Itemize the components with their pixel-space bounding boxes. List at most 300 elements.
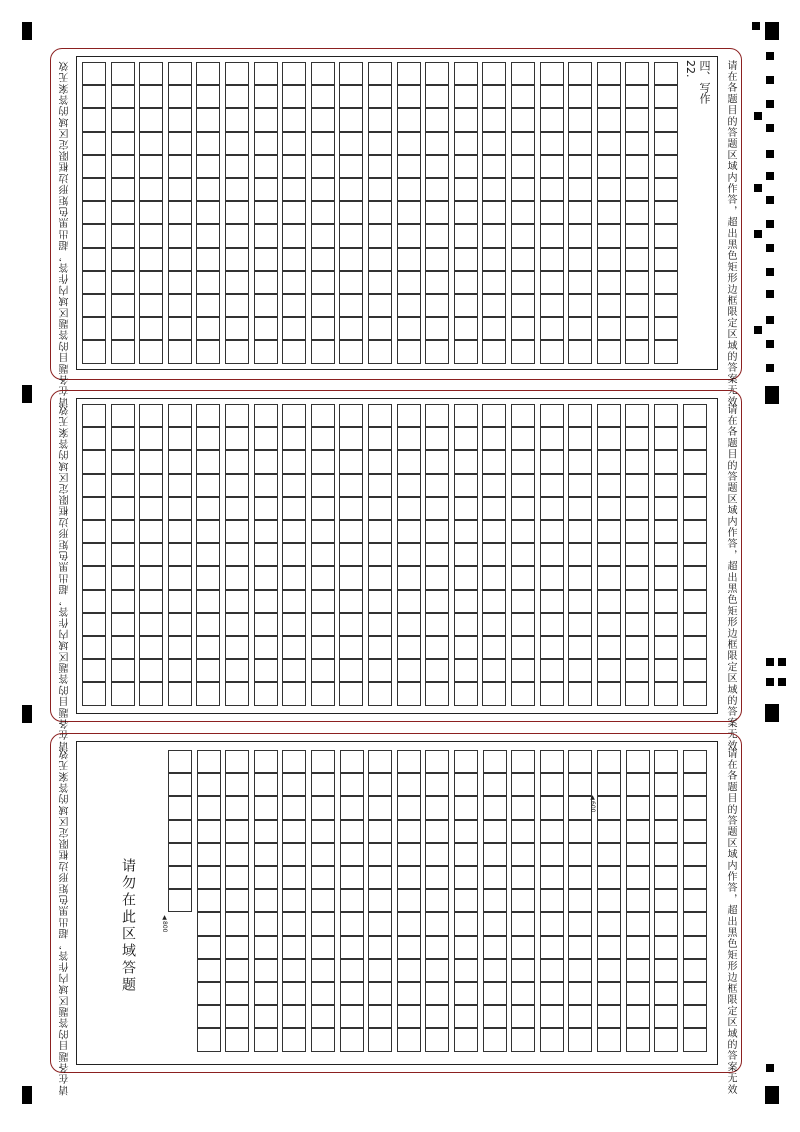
writing-cell[interactable] <box>397 1005 421 1028</box>
writing-cell[interactable] <box>311 912 335 936</box>
writing-cell[interactable] <box>196 659 220 682</box>
writing-cell[interactable] <box>511 108 535 132</box>
writing-cell[interactable] <box>254 108 278 132</box>
writing-cell[interactable] <box>254 178 278 201</box>
writing-cell[interactable] <box>540 224 564 248</box>
writing-cell[interactable] <box>568 520 592 543</box>
writing-cell[interactable] <box>454 982 478 1005</box>
writing-cell[interactable] <box>597 1005 621 1028</box>
writing-cell[interactable] <box>597 636 621 659</box>
writing-cell[interactable] <box>225 820 249 843</box>
writing-cell[interactable] <box>482 543 506 566</box>
writing-cell[interactable] <box>225 520 249 543</box>
writing-cell[interactable] <box>454 450 478 474</box>
writing-cell[interactable] <box>254 62 278 85</box>
writing-cell[interactable] <box>511 682 535 706</box>
writing-cell[interactable] <box>339 450 363 474</box>
writing-cell[interactable] <box>483 1028 507 1052</box>
writing-cell[interactable] <box>254 659 278 682</box>
writing-cell[interactable] <box>339 224 363 248</box>
writing-cell[interactable] <box>254 427 278 450</box>
writing-cell[interactable] <box>225 62 249 85</box>
writing-cell[interactable] <box>196 474 220 497</box>
writing-cell[interactable] <box>454 271 478 294</box>
writing-cell[interactable] <box>282 959 306 982</box>
writing-cell[interactable] <box>597 108 621 132</box>
writing-cell[interactable] <box>225 843 249 866</box>
writing-cell[interactable] <box>568 982 592 1005</box>
writing-cell[interactable] <box>511 936 535 959</box>
writing-cell[interactable] <box>311 1028 335 1052</box>
writing-cell[interactable] <box>625 340 649 364</box>
writing-cell[interactable] <box>568 132 592 155</box>
writing-cell[interactable] <box>683 613 707 636</box>
writing-cell[interactable] <box>654 427 678 450</box>
writing-cell[interactable] <box>254 404 278 427</box>
writing-cell[interactable] <box>368 178 392 201</box>
writing-cell[interactable] <box>625 108 649 132</box>
writing-cell[interactable] <box>683 843 707 866</box>
writing-cell[interactable] <box>425 294 449 317</box>
writing-cell[interactable] <box>254 843 278 866</box>
writing-cell[interactable] <box>454 543 478 566</box>
writing-cell[interactable] <box>225 889 249 912</box>
writing-cell[interactable] <box>111 659 135 682</box>
writing-cell[interactable] <box>397 566 421 590</box>
writing-cell[interactable] <box>111 178 135 201</box>
writing-cell[interactable] <box>511 62 535 85</box>
writing-cell[interactable] <box>540 959 564 982</box>
writing-cell[interactable] <box>397 912 421 936</box>
writing-cell[interactable] <box>282 108 306 132</box>
writing-cell[interactable] <box>425 317 449 340</box>
writing-cell[interactable] <box>540 889 564 912</box>
writing-cell[interactable] <box>511 248 535 271</box>
writing-cell[interactable] <box>626 1028 650 1052</box>
writing-cell[interactable] <box>225 155 249 178</box>
writing-cell[interactable] <box>168 866 192 889</box>
writing-cell[interactable] <box>511 224 535 248</box>
writing-cell[interactable] <box>139 317 163 340</box>
writing-cell[interactable] <box>168 450 192 474</box>
writing-cell[interactable] <box>368 1028 392 1052</box>
writing-cell[interactable] <box>482 450 506 474</box>
writing-cell[interactable] <box>597 936 621 959</box>
writing-cell[interactable] <box>425 340 449 364</box>
writing-cell[interactable] <box>139 201 163 224</box>
writing-cell[interactable] <box>654 85 678 108</box>
writing-cell[interactable] <box>397 543 421 566</box>
writing-cell[interactable] <box>254 85 278 108</box>
writing-cell[interactable] <box>82 590 106 613</box>
writing-cell[interactable] <box>225 340 249 364</box>
writing-cell[interactable] <box>511 294 535 317</box>
writing-cell[interactable] <box>568 936 592 959</box>
writing-cell[interactable] <box>511 317 535 340</box>
writing-cell[interactable] <box>311 178 335 201</box>
writing-cell[interactable] <box>540 520 564 543</box>
writing-cell[interactable] <box>568 590 592 613</box>
writing-cell[interactable] <box>397 132 421 155</box>
writing-cell[interactable] <box>282 450 306 474</box>
writing-cell[interactable] <box>425 912 449 936</box>
writing-cell[interactable] <box>111 543 135 566</box>
writing-cell[interactable] <box>82 248 106 271</box>
writing-cell[interactable] <box>196 450 220 474</box>
writing-cell[interactable] <box>425 659 449 682</box>
writing-cell[interactable] <box>397 427 421 450</box>
writing-cell[interactable] <box>168 224 192 248</box>
writing-cell[interactable] <box>654 750 678 773</box>
writing-cell[interactable] <box>311 613 335 636</box>
writing-cell[interactable] <box>225 866 249 889</box>
writing-cell[interactable] <box>511 340 535 364</box>
writing-cell[interactable] <box>654 773 678 796</box>
writing-cell[interactable] <box>597 866 621 889</box>
writing-cell[interactable] <box>196 271 220 294</box>
writing-cell[interactable] <box>196 155 220 178</box>
writing-cell[interactable] <box>568 659 592 682</box>
writing-cell[interactable] <box>625 85 649 108</box>
writing-cell[interactable] <box>368 520 392 543</box>
writing-cell[interactable] <box>454 178 478 201</box>
writing-cell[interactable] <box>654 248 678 271</box>
writing-cell[interactable] <box>225 796 249 820</box>
writing-cell[interactable] <box>282 404 306 427</box>
writing-cell[interactable] <box>225 271 249 294</box>
writing-cell[interactable] <box>568 108 592 132</box>
writing-cell[interactable] <box>397 340 421 364</box>
writing-cell[interactable] <box>482 340 506 364</box>
writing-cell[interactable] <box>254 796 278 820</box>
writing-cell[interactable] <box>311 474 335 497</box>
writing-cell[interactable] <box>339 590 363 613</box>
writing-cell[interactable] <box>482 224 506 248</box>
writing-cell[interactable] <box>482 520 506 543</box>
writing-cell[interactable] <box>568 178 592 201</box>
writing-cell[interactable] <box>339 294 363 317</box>
writing-cell[interactable] <box>225 427 249 450</box>
writing-cell[interactable] <box>454 936 478 959</box>
writing-cell[interactable] <box>597 750 621 773</box>
writing-cell[interactable] <box>654 912 678 936</box>
writing-cell[interactable] <box>368 317 392 340</box>
writing-cell[interactable] <box>168 271 192 294</box>
writing-cell[interactable] <box>483 936 507 959</box>
writing-cell[interactable] <box>111 450 135 474</box>
writing-cell[interactable] <box>425 889 449 912</box>
writing-cell[interactable] <box>282 1028 306 1052</box>
writing-cell[interactable] <box>454 820 478 843</box>
writing-cell[interactable] <box>82 659 106 682</box>
writing-cell[interactable] <box>568 750 592 773</box>
writing-cell[interactable] <box>568 294 592 317</box>
writing-cell[interactable] <box>425 1028 449 1052</box>
writing-cell[interactable] <box>625 636 649 659</box>
writing-cell[interactable] <box>311 566 335 590</box>
writing-cell[interactable] <box>540 85 564 108</box>
writing-cell[interactable] <box>168 773 192 796</box>
writing-cell[interactable] <box>425 936 449 959</box>
writing-cell[interactable] <box>368 224 392 248</box>
writing-cell[interactable] <box>254 132 278 155</box>
writing-cell[interactable] <box>339 682 363 706</box>
writing-cell[interactable] <box>168 590 192 613</box>
writing-cell[interactable] <box>368 613 392 636</box>
writing-cell[interactable] <box>425 201 449 224</box>
writing-cell[interactable] <box>340 1028 364 1052</box>
writing-cell[interactable] <box>368 773 392 796</box>
writing-cell[interactable] <box>254 1005 278 1028</box>
writing-cell[interactable] <box>597 340 621 364</box>
writing-cell[interactable] <box>540 820 564 843</box>
writing-cell[interactable] <box>454 959 478 982</box>
writing-cell[interactable] <box>454 843 478 866</box>
writing-cell[interactable] <box>425 224 449 248</box>
writing-cell[interactable] <box>197 889 221 912</box>
writing-cell[interactable] <box>626 843 650 866</box>
writing-cell[interactable] <box>311 450 335 474</box>
writing-cell[interactable] <box>225 590 249 613</box>
writing-cell[interactable] <box>282 294 306 317</box>
writing-cell[interactable] <box>454 773 478 796</box>
writing-cell[interactable] <box>482 155 506 178</box>
writing-cell[interactable] <box>654 271 678 294</box>
writing-cell[interactable] <box>654 820 678 843</box>
writing-cell[interactable] <box>597 843 621 866</box>
writing-cell[interactable] <box>311 248 335 271</box>
writing-cell[interactable] <box>654 108 678 132</box>
writing-cell[interactable] <box>168 317 192 340</box>
writing-cell[interactable] <box>454 340 478 364</box>
writing-cell[interactable] <box>197 1005 221 1028</box>
writing-cell[interactable] <box>511 866 535 889</box>
writing-cell[interactable] <box>282 982 306 1005</box>
writing-cell[interactable] <box>482 590 506 613</box>
writing-cell[interactable] <box>225 912 249 936</box>
writing-cell[interactable] <box>454 404 478 427</box>
writing-cell[interactable] <box>254 271 278 294</box>
writing-cell[interactable] <box>282 1005 306 1028</box>
writing-cell[interactable] <box>625 659 649 682</box>
writing-cell[interactable] <box>454 155 478 178</box>
writing-cell[interactable] <box>597 1028 621 1052</box>
writing-cell[interactable] <box>511 750 535 773</box>
writing-cell[interactable] <box>254 959 278 982</box>
writing-cell[interactable] <box>397 497 421 520</box>
writing-cell[interactable] <box>254 224 278 248</box>
writing-cell[interactable] <box>540 132 564 155</box>
writing-cell[interactable] <box>654 682 678 706</box>
writing-cell[interactable] <box>311 796 335 820</box>
writing-cell[interactable] <box>168 636 192 659</box>
writing-cell[interactable] <box>483 796 507 820</box>
writing-cell[interactable] <box>111 520 135 543</box>
writing-cell[interactable] <box>397 404 421 427</box>
writing-cell[interactable] <box>111 340 135 364</box>
writing-cell[interactable] <box>311 1005 335 1028</box>
writing-cell[interactable] <box>254 450 278 474</box>
writing-cell[interactable] <box>625 566 649 590</box>
writing-cell[interactable] <box>111 85 135 108</box>
writing-cell[interactable] <box>397 636 421 659</box>
writing-cell[interactable] <box>311 543 335 566</box>
writing-cell[interactable] <box>425 178 449 201</box>
writing-cell[interactable] <box>139 248 163 271</box>
writing-cell[interactable] <box>511 982 535 1005</box>
writing-cell[interactable] <box>254 750 278 773</box>
writing-cell[interactable] <box>196 62 220 85</box>
writing-cell[interactable] <box>168 497 192 520</box>
writing-cell[interactable] <box>626 982 650 1005</box>
writing-cell[interactable] <box>683 636 707 659</box>
writing-cell[interactable] <box>454 224 478 248</box>
writing-cell[interactable] <box>482 613 506 636</box>
writing-cell[interactable] <box>82 497 106 520</box>
writing-cell[interactable] <box>540 340 564 364</box>
writing-cell[interactable] <box>139 682 163 706</box>
writing-cell[interactable] <box>282 613 306 636</box>
writing-cell[interactable] <box>454 590 478 613</box>
writing-cell[interactable] <box>511 1028 535 1052</box>
writing-cell[interactable] <box>368 843 392 866</box>
writing-cell[interactable] <box>168 750 192 773</box>
writing-cell[interactable] <box>168 85 192 108</box>
writing-cell[interactable] <box>311 936 335 959</box>
writing-cell[interactable] <box>568 62 592 85</box>
writing-cell[interactable] <box>625 404 649 427</box>
writing-cell[interactable] <box>597 132 621 155</box>
writing-cell[interactable] <box>139 497 163 520</box>
writing-cell[interactable] <box>483 773 507 796</box>
writing-cell[interactable] <box>225 636 249 659</box>
writing-cell[interactable] <box>597 912 621 936</box>
writing-cell[interactable] <box>683 796 707 820</box>
writing-cell[interactable] <box>82 404 106 427</box>
writing-cell[interactable] <box>196 340 220 364</box>
writing-cell[interactable] <box>425 866 449 889</box>
writing-cell[interactable] <box>626 820 650 843</box>
writing-cell[interactable] <box>339 497 363 520</box>
writing-cell[interactable] <box>139 404 163 427</box>
writing-cell[interactable] <box>568 636 592 659</box>
writing-cell[interactable] <box>168 566 192 590</box>
writing-cell[interactable] <box>311 497 335 520</box>
writing-cell[interactable] <box>654 636 678 659</box>
writing-cell[interactable] <box>254 590 278 613</box>
writing-cell[interactable] <box>568 474 592 497</box>
writing-cell[interactable] <box>454 659 478 682</box>
writing-cell[interactable] <box>82 450 106 474</box>
writing-cell[interactable] <box>340 1005 364 1028</box>
writing-cell[interactable] <box>82 178 106 201</box>
writing-cell[interactable] <box>368 450 392 474</box>
writing-cell[interactable] <box>568 248 592 271</box>
writing-cell[interactable] <box>626 866 650 889</box>
writing-cell[interactable] <box>254 543 278 566</box>
writing-cell[interactable] <box>483 982 507 1005</box>
writing-cell[interactable] <box>511 85 535 108</box>
writing-cell[interactable] <box>482 659 506 682</box>
writing-cell[interactable] <box>282 750 306 773</box>
writing-cell[interactable] <box>568 404 592 427</box>
writing-cell[interactable] <box>168 659 192 682</box>
writing-cell[interactable] <box>625 201 649 224</box>
writing-cell[interactable] <box>625 132 649 155</box>
writing-cell[interactable] <box>626 773 650 796</box>
writing-cell[interactable] <box>540 474 564 497</box>
writing-cell[interactable] <box>540 590 564 613</box>
writing-cell[interactable] <box>340 843 364 866</box>
writing-cell[interactable] <box>511 155 535 178</box>
writing-cell[interactable] <box>597 820 621 843</box>
writing-cell[interactable] <box>683 982 707 1005</box>
writing-cell[interactable] <box>282 773 306 796</box>
writing-cell[interactable] <box>397 590 421 613</box>
writing-cell[interactable] <box>111 317 135 340</box>
writing-cell[interactable] <box>196 201 220 224</box>
writing-cell[interactable] <box>254 340 278 364</box>
writing-cell[interactable] <box>254 566 278 590</box>
writing-cell[interactable] <box>82 566 106 590</box>
writing-cell[interactable] <box>397 474 421 497</box>
writing-cell[interactable] <box>397 224 421 248</box>
writing-cell[interactable] <box>282 178 306 201</box>
writing-cell[interactable] <box>425 404 449 427</box>
writing-cell[interactable] <box>654 201 678 224</box>
writing-cell[interactable] <box>111 682 135 706</box>
writing-cell[interactable] <box>368 427 392 450</box>
writing-cell[interactable] <box>540 248 564 271</box>
writing-cell[interactable] <box>111 427 135 450</box>
writing-cell[interactable] <box>425 566 449 590</box>
writing-cell[interactable] <box>111 404 135 427</box>
writing-cell[interactable] <box>311 85 335 108</box>
writing-cell[interactable] <box>311 132 335 155</box>
writing-cell[interactable] <box>368 340 392 364</box>
writing-cell[interactable] <box>425 959 449 982</box>
writing-cell[interactable] <box>197 936 221 959</box>
writing-cell[interactable] <box>282 636 306 659</box>
writing-cell[interactable] <box>625 62 649 85</box>
writing-cell[interactable] <box>482 62 506 85</box>
writing-cell[interactable] <box>626 912 650 936</box>
writing-cell[interactable] <box>454 796 478 820</box>
writing-cell[interactable] <box>368 682 392 706</box>
writing-cell[interactable] <box>339 340 363 364</box>
writing-cell[interactable] <box>254 936 278 959</box>
writing-cell[interactable] <box>597 566 621 590</box>
writing-cell[interactable] <box>82 85 106 108</box>
writing-cell[interactable] <box>196 497 220 520</box>
writing-cell[interactable] <box>540 178 564 201</box>
writing-cell[interactable] <box>568 1028 592 1052</box>
writing-cell[interactable] <box>654 1028 678 1052</box>
writing-cell[interactable] <box>597 62 621 85</box>
writing-cell[interactable] <box>368 62 392 85</box>
writing-cell[interactable] <box>282 340 306 364</box>
writing-cell[interactable] <box>82 682 106 706</box>
writing-cell[interactable] <box>168 889 192 912</box>
writing-cell[interactable] <box>254 982 278 1005</box>
writing-cell[interactable] <box>311 224 335 248</box>
writing-cell[interactable] <box>540 636 564 659</box>
writing-cell[interactable] <box>311 520 335 543</box>
writing-cell[interactable] <box>311 404 335 427</box>
writing-cell[interactable] <box>368 108 392 132</box>
writing-cell[interactable] <box>139 108 163 132</box>
writing-cell[interactable] <box>540 682 564 706</box>
